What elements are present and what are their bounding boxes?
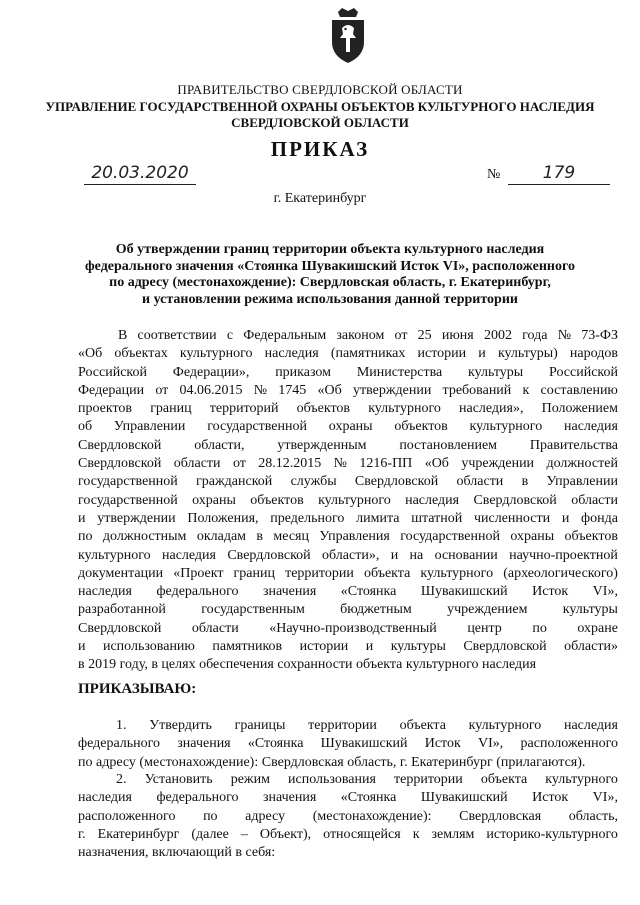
text-line: федерального значения «Стоянка Шувакишский Исток VI», расположенного — [78, 736, 618, 752]
text-line: в 2019 году, в целях обеспечения сохранности объекта культурного наследия — [78, 657, 537, 673]
text-line: назначения, включающий в себя: — [78, 845, 276, 861]
text-line: разработанной государственным бюджетным учреждением культуры — [78, 602, 618, 618]
order-subject: Об утверждении границ территории объекта культурного наследия федерального значения «Стоянка Шувакишский Исток VI», расположенного по адресу (местонахождение): Свердловская область, г. Екатеринбург, и установлении режима использования данной территории — [85, 242, 575, 307]
text-line: расположенного по адресу (местонахождение): Свердловская область, — [78, 808, 618, 824]
item-2-paragraph — [78, 771, 618, 862]
order-date: 20.03.2020 — [84, 162, 196, 185]
text-line: наследия федерального значения «Стоянка Шувакишский Исток VI», — [78, 584, 618, 600]
text-line: по адресу (местонахождение): Свердловская область, г. Екатеринбург (прилагаются). — [78, 754, 586, 770]
text-line: и утверждении Положения, предельного лимита штатной численности и фонда — [78, 510, 618, 526]
order-number: 179 — [508, 162, 610, 185]
text-line: культурного наследия Свердловской области», и на основании научно-проектной — [78, 547, 618, 563]
order-word: ПРИКАЗЫВАЮ: — [78, 681, 197, 697]
text-line: Свердловской области, утвержденным постановлением Правительства — [78, 437, 618, 453]
coat-of-arms-icon — [328, 8, 368, 64]
text-line: «Об объектах культурного наследия (памятниках истории и культуры) народов — [78, 346, 618, 362]
item-1-paragraph — [78, 717, 618, 772]
text-line: 2. Установить режим использования территории объекта культурного — [116, 772, 618, 787]
text-line: документации «Проект границ территории объекта культурного (археологического) — [78, 565, 618, 581]
department-name: УПРАВЛЕНИЕ ГОСУДАРСТВЕННОЙ ОХРАНЫ ОБЪЕКТОВ КУЛЬТУРНОГО НАСЛЕДИЯ СВЕРДЛОВСКОЙ ОБЛАСТИ — [45, 99, 595, 130]
text-line: Свердловской области «Научно-производственный центр по охране — [78, 620, 618, 636]
text-line: и использованию памятников истории и культуры Свердловской области» — [78, 639, 618, 655]
text-line: наследия федерального значения «Стоянка Шувакишский Исток VI», — [78, 790, 618, 806]
text-line: 1. Утвердить границы территории объекта культурного наследия — [116, 718, 618, 733]
text-line: Федерации от 04.06.2015 № 1745 «Об утверждении требований к составлению — [78, 382, 618, 398]
text-line: государственной охраны объектов культурного наследия Свердловской области — [78, 492, 618, 508]
text-line: Свердловской области от 28.12.2015 № 1216-ПП «Об учреждении должностей — [78, 456, 618, 472]
text-line: государственной гражданской службы Свердловской области в Управлении — [78, 474, 618, 490]
text-line: Российской Федерации», приказом Министерства культуры Российской — [78, 364, 618, 380]
document-title: ПРИКАЗ — [270, 137, 370, 161]
text-line: В соответствии с Федеральным законом от 25 июня 2002 года № 73-ФЗ — [118, 328, 618, 343]
preamble-paragraph — [78, 327, 618, 675]
number-label: № — [487, 167, 501, 182]
text-line: г. Екатеринбург (далее – Объект), относящейся к землям историко-культурного — [78, 826, 618, 842]
city: г. Екатеринбург — [273, 191, 367, 206]
government-name: ПРАВИТЕЛЬСТВО СВЕРДЛОВСКОЙ ОБЛАСТИ — [177, 82, 463, 97]
text-line: проектов границ территорий объектов культурного наследия», Положением — [78, 401, 618, 417]
text-line: об Управлении государственной охраны объектов культурного наследия — [78, 419, 618, 435]
text-line: по должностным окладам в месяц Управления государственной охраны объектов — [78, 529, 618, 545]
